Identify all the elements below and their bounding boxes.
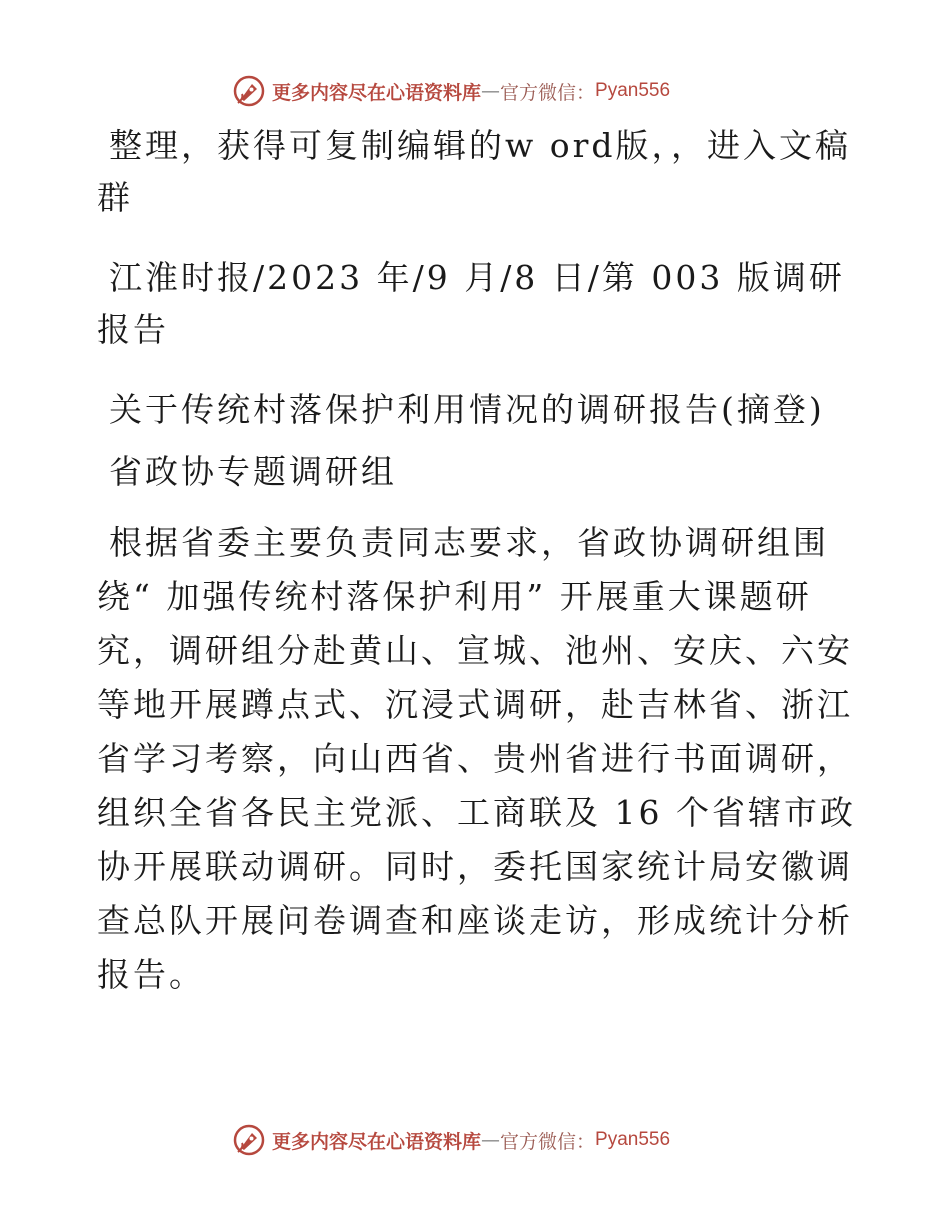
source-line: 江淮时报/2023 年/9 月/8 日/第 003 版调研报告: [97, 258, 845, 349]
banner-site-text: 更多内容尽在心语资料库: [272, 81, 482, 104]
banner-wechat-label: 官方微信：: [500, 81, 596, 104]
pen-nib-logo-icon: [232, 74, 266, 108]
intro-line: 整理，获得可复制编辑的w ord版，，进入文稿群: [97, 126, 852, 217]
header-banner: [232, 71, 670, 111]
body-paragraph: 根据省委主要负责同志要求，省政协调研组围绕“ 加强传统村落保护利用” 开展重大课题研究，调研组分赴黄山、宣城、池州、安庆、六安等地开展蹲点式、沉浸式调研，赴吉林省、浙江省学习考察，向山西省、贵州省进行书面调研，组织全省各民主党派、工商联及 16 个省辖市政协开展联动调研。同时，委托国家统计局安徽调查总队开展问卷调查和座谈走访，形成统计分析报告。: [97, 523, 856, 994]
banner-separator: —: [481, 1129, 501, 1151]
report-author: 省政协专题调研组: [109, 452, 397, 491]
document-body: [97, 120, 857, 1002]
banner-separator: —: [481, 80, 501, 102]
banner-wechat-id: Pyan556: [595, 80, 671, 101]
report-title: 关于传统村落保护利用情况的调研报告(摘登): [109, 390, 825, 429]
banner-site-text: 更多内容尽在心语资料库: [272, 1130, 482, 1153]
banner-wechat-id: Pyan556: [595, 1129, 671, 1150]
pen-nib-logo-icon: [232, 1123, 266, 1157]
footer-banner: [232, 1120, 670, 1160]
banner-wechat-label: 官方微信：: [500, 1130, 596, 1153]
